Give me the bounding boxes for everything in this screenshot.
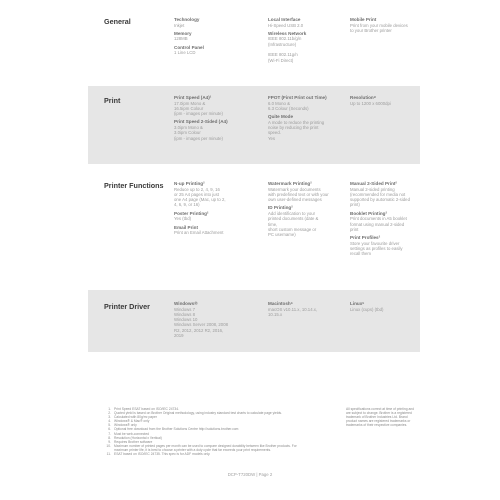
spec-label: Local Interface <box>268 17 301 22</box>
spec-value: 128MB <box>174 36 188 42</box>
spec-label: Booklet Printing² <box>350 210 388 216</box>
footnote-text: Optional free download from the Brother Solutions Centre http://solutions.brother.com <box>114 427 239 432</box>
spec-label: Print Speed 2-Sided (A4) <box>174 119 228 125</box>
spec-value: 6.0 Mono & 6.3 Colour (Seconds) <box>268 100 309 111</box>
page-footer: DCP-T720DW | Page 2 <box>227 472 273 477</box>
spec-label: Resolution⁸ <box>350 95 376 100</box>
spec-block <box>350 17 426 33</box>
spec-label: Linux⁶ <box>350 301 365 306</box>
footnote-number: 11. <box>106 452 111 457</box>
spec-label: Technology <box>174 17 200 22</box>
section-title-printer-driver: Printer Driver <box>104 302 150 311</box>
footnote-text: Quoted yield is based on Brother Original methodology, using industry standard test charts to calculate page yields. <box>114 411 282 416</box>
footnotes <box>104 407 300 456</box>
spec-label: Control Panel <box>174 44 204 50</box>
spec-value: Windows 7 Windows 8 Windows 10 Windows Server 2008, 2008 R2, 2012, 2012 R2, 2016, 2019 <box>174 306 228 339</box>
footnote-number: 1. <box>108 407 111 411</box>
section-title-general: General <box>104 17 131 26</box>
spec-label: Watermark Printing² <box>268 181 312 186</box>
section-title-printer-functions: Printer Functions <box>104 181 164 190</box>
spec-block <box>350 181 426 257</box>
spec-label: Poster Printing² <box>174 210 209 216</box>
spec-label: Quite Mode <box>268 114 294 120</box>
section-general <box>88 6 420 84</box>
footnote-text: Calculated with 80g/m² paper <box>114 415 157 420</box>
footnote-number: 6. <box>108 427 111 432</box>
spec-value: Print an Email Attachment <box>174 230 224 236</box>
spec-value: Print from your mobile devices to your Brother printer <box>350 22 408 33</box>
footnote-number: 8. <box>108 435 111 440</box>
legal-disclaimer: All specifications correct at time of printing and are subject to change. Brother is a registered trademark of Brother Industries Ltd. Brand product names are registered trademarks or trademarks of their respective companies. <box>346 407 414 428</box>
spec-label: FPOT (First Print out Time) <box>268 95 327 100</box>
spec-block <box>268 17 354 63</box>
spec-block <box>350 95 426 106</box>
spec-value: Inkjet <box>174 22 185 28</box>
spec-block <box>174 301 260 338</box>
spec-label: Email Print <box>174 224 198 230</box>
footnote-text: Requires Brother software <box>114 439 153 444</box>
footnote-text: Maximum number of printed pages per month can be used to compare designed durability between like Brother products. For maximum printer life, it is best to choose a printer with a duty cycle that far exceeds your print requirements. <box>114 443 297 452</box>
spec-label: Memory <box>174 30 192 36</box>
spec-block <box>268 301 354 317</box>
spec-value: Print documents in A5 booklet format using manual 2-sided print <box>350 216 407 232</box>
footnote-text: Resolution (Horizontal x Vertical) <box>114 435 162 440</box>
spec-value: Hi-Speed USB 2.0 <box>268 22 304 28</box>
spec-label: Windows® <box>174 301 198 306</box>
footnote <box>104 444 300 452</box>
footnote-number: 3. <box>108 415 111 420</box>
spec-value: 1 Line LCD <box>174 50 196 56</box>
footnote-number: 9. <box>108 439 111 444</box>
spec-label: Print Profiles² <box>350 235 381 241</box>
footnote-number: 2. <box>108 411 111 416</box>
spec-value: macOS v10.11.x, 10.14.x, 10.15.x <box>268 306 318 317</box>
spec-block <box>350 301 426 312</box>
spec-value: Up to 1200 x 6000dpi <box>350 100 391 106</box>
spec-label: ID Printing² <box>268 205 293 211</box>
footnote-text: Windows® & Mac® only <box>114 419 150 424</box>
spec-value: Reduce up to 2, 4, 9, 16 or 25 A4 pages into just one A4 page (Mac, up to 2, 4, 6, 9, or 16) <box>174 186 226 208</box>
spec-value: IEEE 802.11b/g/n (Infrastructure) IEEE 802.11g/n (Wi-Fi Direct) <box>268 36 302 63</box>
footnote-number: 4. <box>108 419 111 424</box>
footnote <box>104 452 300 456</box>
footnote-text: Must be web-connected <box>114 431 150 436</box>
spec-label: Wireless Network <box>268 30 307 36</box>
spec-block <box>268 181 354 238</box>
footnote-text: ESAT based on ISO/IEC 24735. This spec is for ADF models only. <box>114 452 211 457</box>
spec-value: Store your favourite driver settings as profiles to easily recall them <box>350 240 403 257</box>
footnote-number: 7. <box>108 431 111 436</box>
spec-block <box>174 17 260 56</box>
spec-block <box>174 95 260 141</box>
spec-value: A mode to reduce the printing noise by reducing the print speed. Yes <box>268 119 325 141</box>
spec-label: Macintosh⁶ <box>268 301 293 306</box>
spec-value: 3.0ipm Mono & 3.0ipm Colour (ipm - images per minute) <box>174 125 223 141</box>
spec-label: Print Speed (A4)¹ <box>174 95 212 100</box>
footnote-number: 10. <box>106 443 111 448</box>
spec-label: N-up Printing² <box>174 181 205 186</box>
spec-value: Manual 2-sided printing (recommended for media not supported by automatic 2-sided print) <box>350 186 410 208</box>
footnote-number: 5. <box>108 423 111 428</box>
spec-block <box>268 95 354 141</box>
footnote-text: Windows® only <box>114 423 137 428</box>
section-printer-functions <box>88 168 420 286</box>
section-printer-driver <box>88 290 420 352</box>
spec-label: Manual 2-Sided Print² <box>350 181 397 186</box>
spec-value: Add identification to your printed documents (date & time, short custom message or PC username) <box>268 211 319 238</box>
footnote-text: Print Speed ESAT based on ISO/IEC 24734. <box>114 407 179 411</box>
spec-value: Watermark your documents with predefined text or with your own user-defined messages <box>268 186 329 203</box>
spec-value: 17.0ipm Mono & 16.5ipm Colour (ipm - images per minute) <box>174 100 223 117</box>
section-print <box>88 86 420 164</box>
spec-value: Linux (cups) (tbd) <box>350 306 384 312</box>
spec-block <box>174 181 260 236</box>
spec-label: Mobile Print <box>350 17 377 22</box>
section-title-print: Print <box>104 96 121 105</box>
spec-value: Yes (tbd) <box>174 216 192 222</box>
